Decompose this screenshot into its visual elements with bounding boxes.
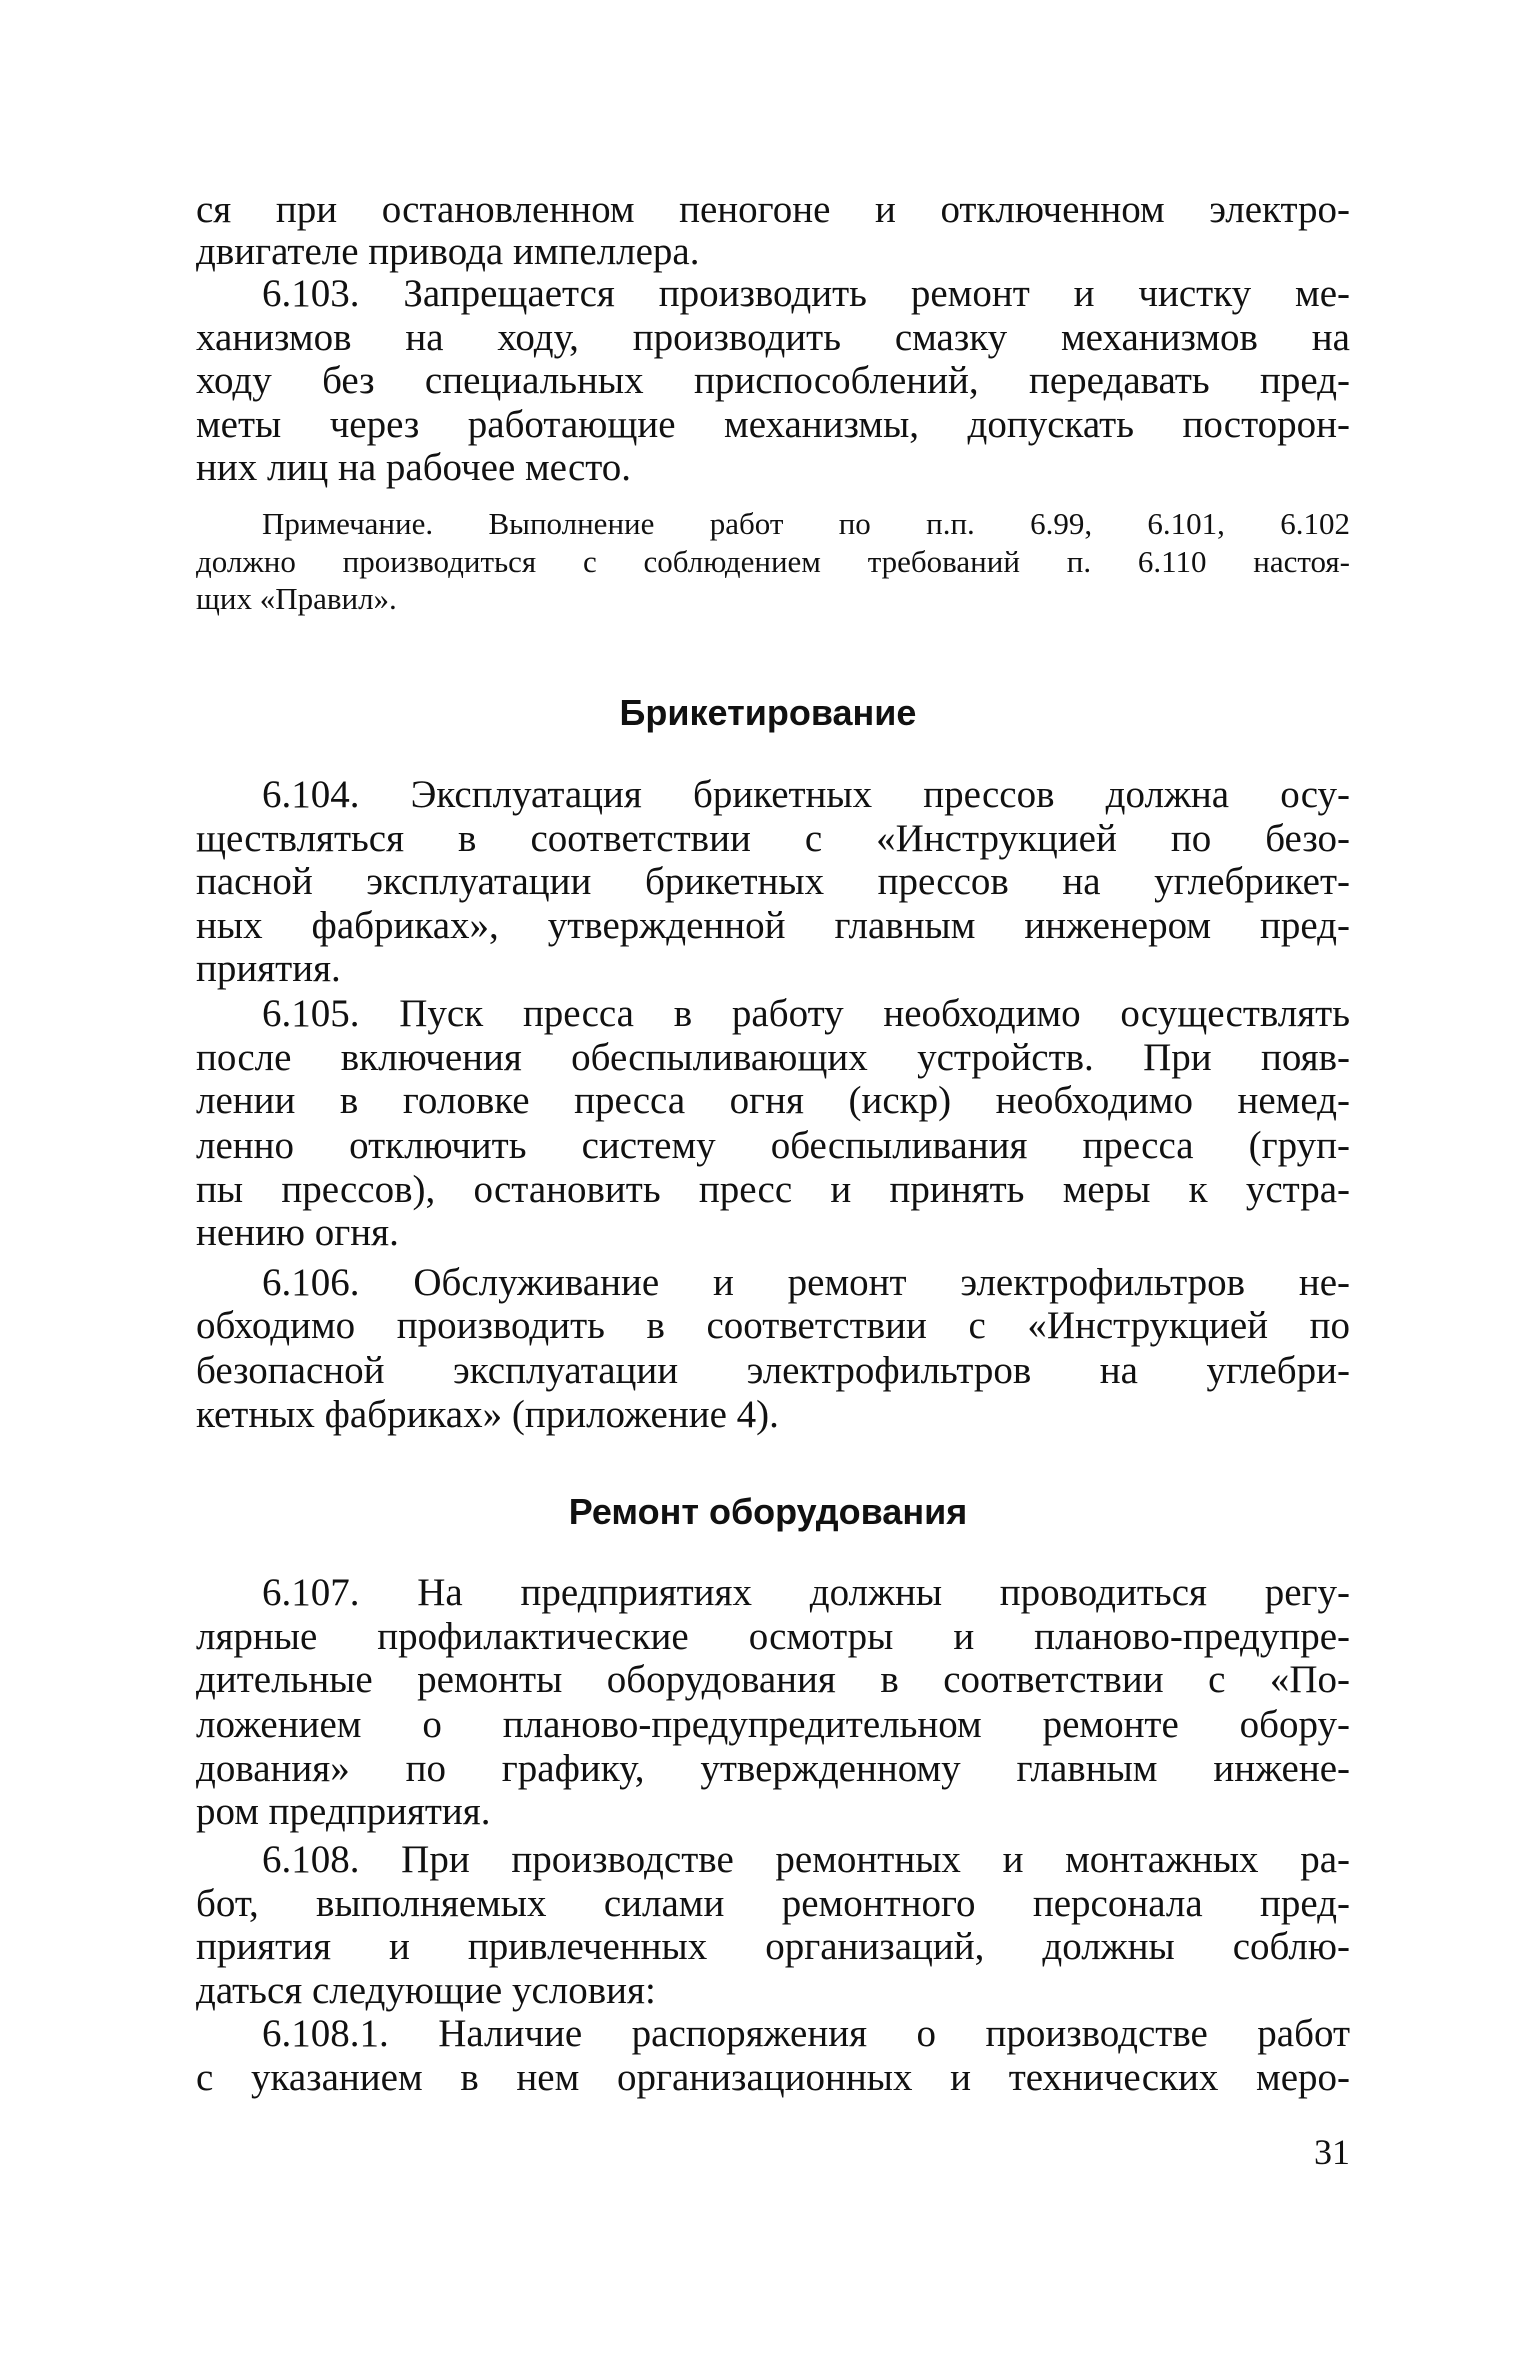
paragraph-line: двигателе привода импеллера. <box>196 230 700 273</box>
paragraph-line: лении в головке пресса огня (искр) необходимо немед- <box>196 1079 1350 1122</box>
paragraph-line: с указанием в нем организационных и технических меро- <box>196 2055 1350 2099</box>
page-number: 31 <box>1314 2132 1350 2172</box>
note-line: должно производиться с соблюдением требований п. 6.110 настоя- <box>196 543 1350 579</box>
paragraph-line: 6.104. Эксплуатация брикетных прессов должна осу- <box>262 773 1350 816</box>
paragraph-line: приятия и привлеченных организаций, должны соблю- <box>196 1925 1350 1968</box>
paragraph-line: 6.108. При производстве ремонтных и монтажных ра- <box>262 1838 1350 1881</box>
paragraph-line: 6.103. Запрещается производить ремонт и чистку ме- <box>262 272 1350 315</box>
paragraph-line: 6.105. Пуск пресса в работу необходимо осуществлять <box>262 992 1350 1035</box>
paragraph-line: пасной эксплуатации брикетных прессов на углебрикет- <box>196 860 1350 903</box>
paragraph-line: бот, выполняемых силами ремонтного персонала пред- <box>196 1881 1350 1925</box>
note-line: Примечание. Выполнение работ по п.п. 6.99, 6.101, 6.102 <box>262 506 1350 541</box>
section-heading: Брикетирование <box>619 691 917 733</box>
paragraph-line: обходимо производить в соответствии с «Инструкцией по <box>196 1304 1350 1347</box>
paragraph-line: ром предприятия. <box>196 1790 491 1833</box>
paragraph-line: ложением о планово-предупредительном ремонте обору- <box>196 1703 1350 1746</box>
paragraph-line: 6.107. На предприятиях должны проводиться регу- <box>262 1571 1350 1614</box>
paragraph-line: безопасной эксплуатации электрофильтров на углебри- <box>196 1349 1350 1392</box>
paragraph-line: ходу без специальных приспособлений, передавать пред- <box>196 359 1350 402</box>
paragraph-line: дования» по графику, утвержденному главным инжене- <box>196 1746 1350 1790</box>
paragraph-line: лярные профилактические осмотры и планово-предупре- <box>196 1614 1350 1658</box>
paragraph-line: ханизмов на ходу, производить смазку механизмов на <box>196 315 1350 359</box>
note-line: щих «Правил». <box>196 581 397 616</box>
paragraph-line: даться следующие условия: <box>196 1968 656 2012</box>
paragraph-line: них лиц на рабочее место. <box>196 446 632 489</box>
paragraph-line: 6.106. Обслуживание и ремонт электрофильтров не- <box>262 1260 1350 1304</box>
paragraph-line: меты через работающие механизмы, допускать посторон- <box>196 402 1350 446</box>
paragraph-line: ществляться в соответствии с «Инструкцией по безо- <box>196 816 1350 860</box>
paragraph-line: нению огня. <box>196 1211 399 1254</box>
paragraph-line: кетных фабриках» (приложение 4). <box>196 1392 779 1436</box>
paragraph-line: 6.108.1. Наличие распоряжения о производстве работ <box>262 2012 1350 2055</box>
paragraph-line: ных фабриках», утвержденной главным инженером пред- <box>196 903 1350 947</box>
paragraph-line: приятия. <box>196 947 341 990</box>
paragraph-line: ся при остановленном пеногоне и отключенном электро- <box>196 188 1350 231</box>
paragraph-line: ленно отключить систему обеспыливания пресса (груп- <box>196 1124 1350 1167</box>
paragraph-line: пы прессов), остановить пресс и принять меры к устра- <box>196 1167 1350 1211</box>
paragraph-line: дительные ремонты оборудования в соответствии с «По- <box>196 1658 1350 1701</box>
paragraph-line: после включения обеспыливающих устройств. При появ- <box>196 1035 1350 1079</box>
section-heading: Ремонт оборудования <box>568 1491 968 1532</box>
